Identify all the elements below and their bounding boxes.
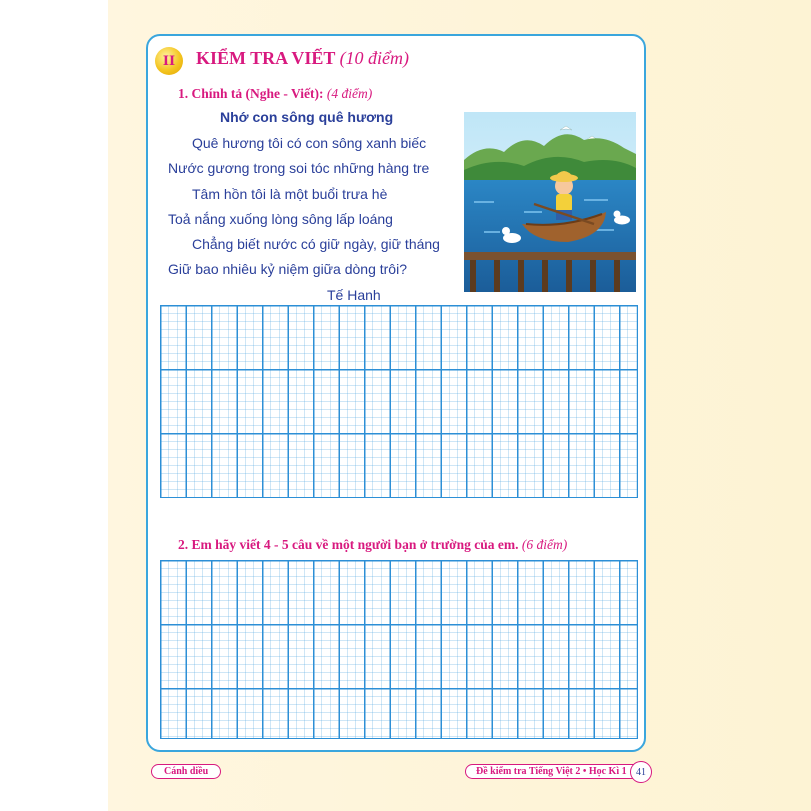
- poem-line: Quê hương tôi có con sông xanh biếc: [192, 135, 427, 151]
- section-number: II: [162, 53, 176, 69]
- boy-in-boat-illustration: [464, 112, 636, 292]
- question-2-label: 2. Em hãy viết 4 - 5 câu về một người bạn ở trường của em.: [178, 537, 519, 552]
- handwriting-grid-dictation[interactable]: [160, 305, 638, 498]
- page-number: 41: [630, 761, 652, 783]
- footer-book-title: Đề kiểm tra Tiếng Việt 2 • Học Kì 1: [465, 764, 638, 779]
- poem-line: Nước gương trong soi tóc những hàng tre: [168, 160, 430, 176]
- poem-line: Chẳng biết nước có giữ ngày, giữ tháng: [192, 236, 440, 252]
- poem-title: Nhớ con sông quê hương: [220, 109, 394, 125]
- question-1-points: (4 điểm): [326, 86, 373, 101]
- question-1-heading: [178, 86, 372, 102]
- section-points: (10 điểm): [339, 48, 410, 68]
- poem-author: Tế Hanh: [327, 287, 381, 303]
- footer-series-label: Cánh diều: [151, 764, 221, 779]
- handwriting-grid-composition[interactable]: [160, 560, 638, 739]
- question-1-label: 1. Chính tả (Nghe - Viết):: [178, 86, 324, 101]
- poem-line: Toả nắng xuống lòng sông lấp loáng: [168, 211, 393, 227]
- poem-line: Giữ bao nhiêu kỷ niệm giữa dòng trôi?: [168, 261, 407, 277]
- section-title: [196, 48, 409, 69]
- section-title-text: KIỂM TRA VIẾT: [196, 48, 336, 68]
- poem-line: Tâm hồn tôi là một buổi trưa hè: [192, 186, 388, 202]
- question-2-heading: [178, 537, 567, 553]
- question-2-points: (6 điểm): [521, 537, 568, 552]
- section-number-badge: [155, 47, 183, 75]
